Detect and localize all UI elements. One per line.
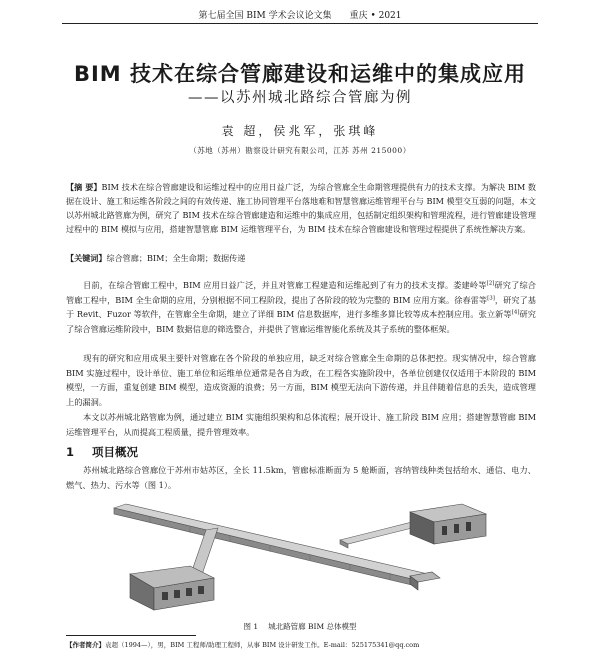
footnote-label: 【作者简介】 xyxy=(66,641,105,649)
figure-number: 图 1 xyxy=(243,622,259,631)
abstract xyxy=(66,180,536,236)
author-footnote xyxy=(66,640,536,649)
footnote-divider xyxy=(66,635,196,636)
author-affiliation: （苏地（苏州）勘察设计研究有限公司，江苏 苏州 215000） xyxy=(189,146,411,155)
paper-subtitle: ——以苏州城北路综合管廊为例 xyxy=(188,90,412,106)
citation-3: [3] xyxy=(487,294,495,301)
figure-caption-text: 城北路管廊 BIM 总体模型 xyxy=(268,622,357,631)
footnote-text: 袁超（1994—），男，BIM 工程师/助理工程师，从事 BIM 设计研发工作。E-mail：525175341@qq.com xyxy=(105,641,420,649)
p1-part-c: ，研究了基于 Revit、Fuzor 等软件，在管廊全生命期，建立了详细 BIM 信息数据库，进行多维多算比较等成本控制应用。张立新等 xyxy=(66,294,536,320)
running-head xyxy=(62,8,538,24)
section-heading xyxy=(66,444,138,460)
p2-text: 现有的研究和应用成果主要针对管廊在各个阶段的单独应用，缺乏对综合管廊全生命期的总体把控。现实情况中，综合管廊 BIM 实施过程中，设计单位、施工单位和运维单位通常是各自为政，在工程各实施阶段中，各单位创建仅仅适用于本阶段的 BIM 模型，一方面，重复创建 BIM 模型，造成资源的浪费；另一方面，BIM 模型无法向下游传递，并且伴随着信息的丢失，造成管理上的漏洞。 xyxy=(66,353,536,408)
p3-text: 本文以苏州城北路管廊为例，通过建立 BIM 实施组织架构和总体流程；展开设计、施工阶段 BIM 应用；搭建智慧管廊 BIM 运维管理平台，从而提高工程质量，提升管理效率。 xyxy=(66,412,536,437)
p1-part-d: 研究了综合管廊运维阶段中，BIM 数据信息的筛选整合，并提供了管廊运维智能化系统及其子系统的整体框架。 xyxy=(66,309,536,335)
keywords-label: 【关键词】 xyxy=(66,253,107,263)
intro-paragraph-3 xyxy=(66,410,536,439)
intro-paragraph-1 xyxy=(66,278,536,337)
section-paragraph-1 xyxy=(66,463,536,492)
corridor-main-top xyxy=(114,504,428,580)
p1-part-b: 研究了综合管廊工程中，BIM 全生命期的应用，分别根据不同工程阶段，提出了各阶段的较为完整的 BIM 应用方案。徐春雷等 xyxy=(66,280,536,305)
conference-name: 第七届全国 BIM 学术会议论文集 xyxy=(198,11,332,21)
section-title: 项目概况 xyxy=(92,445,138,459)
conference-location-year: 重庆 • 2021 xyxy=(349,11,402,21)
abstract-text: BIM 技术在综合管廊建设和运维过程中的应用日益广泛，为综合管廊全生命期管理提供有力的技术支撑。为解决 BIM 数据在设计、施工和运维各阶段之间的有效传递、施工协同管理平台落地难和智慧管廊运维管理平台与 BIM 模型交互弱的问题，本文以苏州城北路管廊为例，研究了 BIM 技术在综合管廊建造和运维中的集成应用，包括制定组织架构和管理流程，进行管廊建设管理过程中的 BIM 模拟与应用，搭建智慧管廊 BIM 运维管理平台，为 BIM 技术在综合管廊建设和管理过程提供了系统性解决方案。 xyxy=(66,182,536,235)
section-number: 1 xyxy=(66,445,75,459)
bim-model-figure xyxy=(110,500,490,612)
citation-2: [2] xyxy=(486,280,495,287)
figure-caption xyxy=(0,621,600,632)
abstract-label: 【摘 要】 xyxy=(66,182,102,192)
p1-part-a: 目前，在综合管廊工程中，BIM 应用日益广泛，并且对管廊工程建造和运维起到了有力的技术支撑。娄建岭等 xyxy=(83,280,487,290)
intro-paragraph-2 xyxy=(66,351,536,410)
citation-4: [4] xyxy=(511,309,520,316)
p4-text: 苏州城北路综合管廊位于苏州市姑苏区，全长 11.5km，管廊标准断面为 5 舱断面，容纳管线种类包括给水、通信、电力、燃气、热力、污水等（图 1）。 xyxy=(66,465,536,490)
keywords-text: 综合管廊；BIM；全生命期；数据传递 xyxy=(106,253,246,263)
keywords xyxy=(66,251,536,265)
author-list: 袁 超，侯兆军，张琪峰 xyxy=(221,124,379,138)
paper-title: BIM 技术在综合管廊建设和运维中的集成应用 xyxy=(73,62,527,86)
